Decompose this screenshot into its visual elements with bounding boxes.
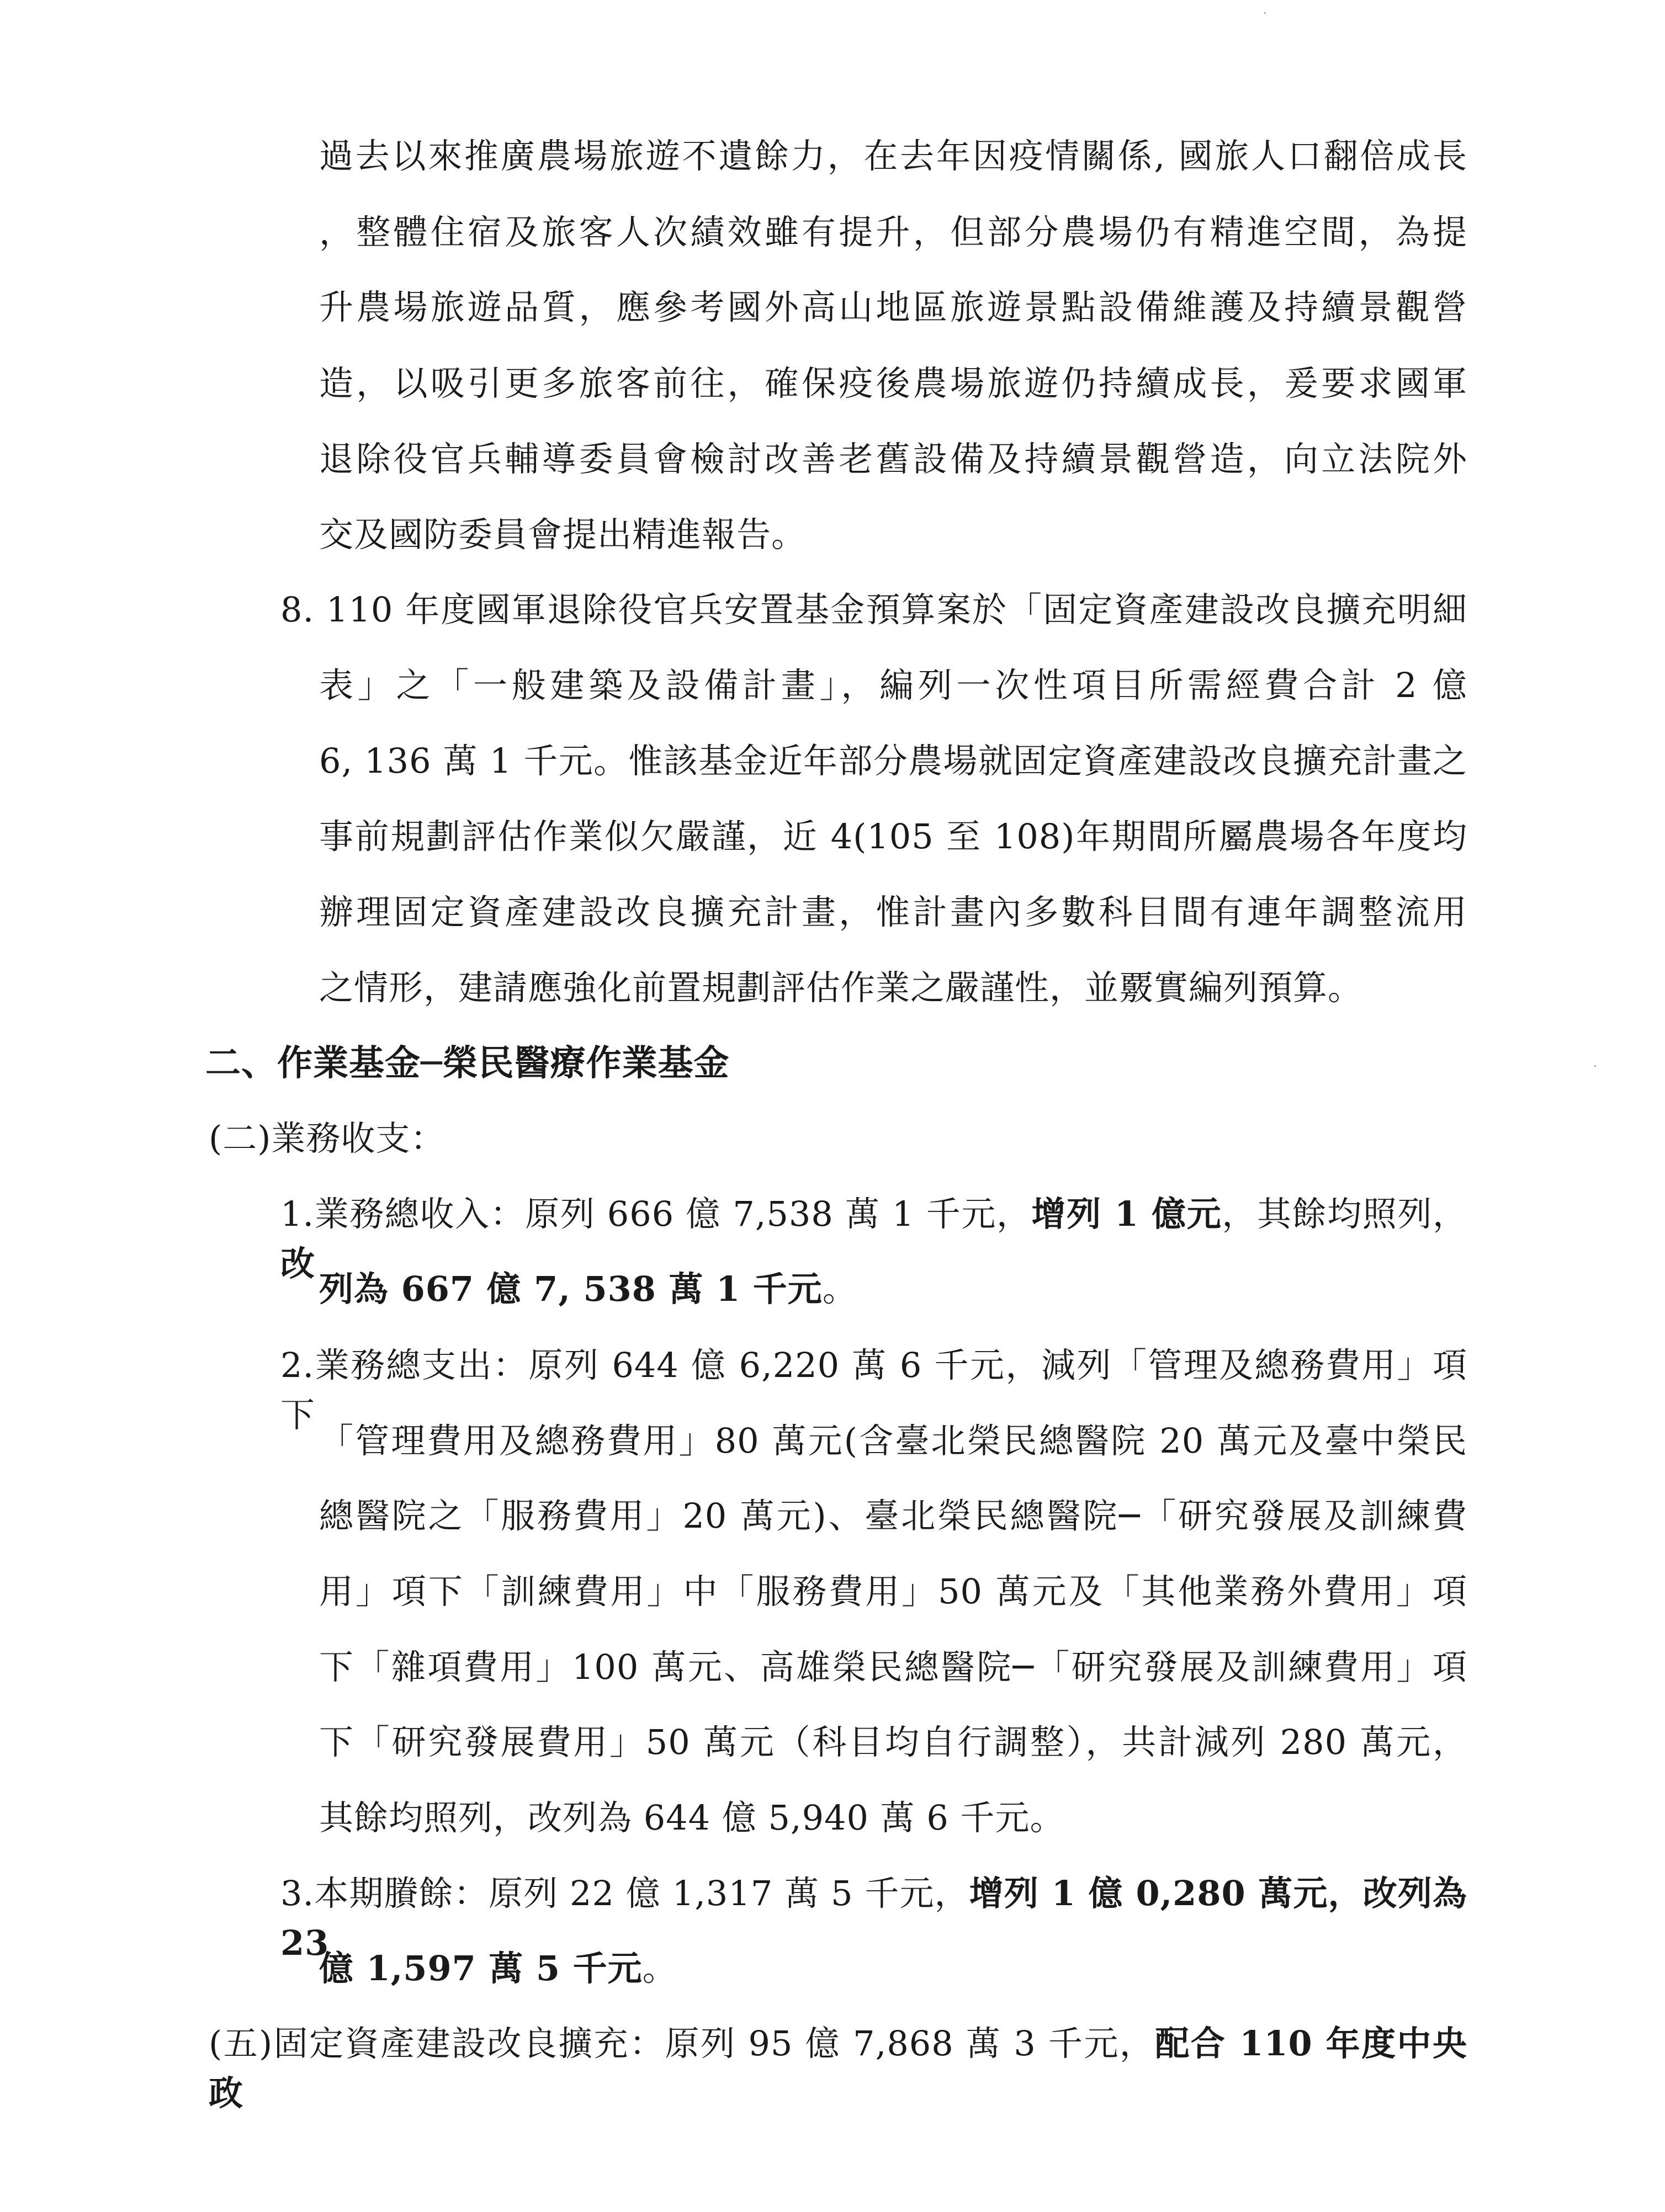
item1-text-1: 1.業務總收入：原列 666 億 7,538 萬 1 千元， [280, 1194, 1032, 1234]
item3-revised-amount: 億 1,597 萬 5 千元 [319, 1948, 643, 1988]
item1-end: 。 [822, 1269, 857, 1309]
item1-increase: 增列 1 億元 [1031, 1194, 1222, 1234]
item1-text-2: ，其餘均照列， [1222, 1194, 1467, 1234]
item2-line-7: 其餘均照列，改列為 644 億 5,940 萬 6 千元。 [319, 1798, 1065, 1838]
item1-line-2 [319, 1264, 857, 1314]
para7-line-1: 過去以來推廣農場旅遊不遺餘力，在去年因疫情關係, 國旅人口翻倍成長 [319, 136, 1467, 176]
para7-line-2: ，整體住宿及旅客人次績效雖有提升，但部分農場仍有精進空間，為提 [319, 212, 1467, 252]
item8-line-5: 辦理固定資產建設改良擴充計畫，惟計畫內多數科目間有連年調整流用 [319, 892, 1467, 932]
item3-end: 。 [642, 1948, 677, 1988]
item8-line-3: 6, 136 萬 1 千元。惟該基金近年部分農場就固定資產建設改良擴充計畫之 [319, 741, 1467, 781]
item3-line-2 [319, 1944, 677, 1993]
item2-line-6: 下「研究發展費用」50 萬元（科目均自行調整），共計減列 280 萬元， [319, 1722, 1467, 1762]
item2-line-3: 總醫院之「服務費用」20 萬元)、臺北榮民總醫院─「研究發展及訓練費 [319, 1496, 1467, 1536]
para7-line-3: 升農場旅遊品質，應參考國外高山地區旅遊景點設備維護及持續景觀營 [319, 287, 1467, 327]
item2-line-4: 用」項下「訓練費用」中「服務費用」50 萬元及「其他業務外費用」項 [319, 1571, 1467, 1612]
item5-line-1 [209, 2019, 1467, 2118]
para7-line-6: 交及國防委員會提出精進報告。 [319, 514, 807, 555]
section-heading: 二、作業基金─榮民醫療作業基金 [205, 1043, 730, 1084]
item8-line-1: 8. 110 年度國軍退除役官兵安置基金預算案於「固定資產建設改良擴充明細 [280, 589, 1467, 630]
item2-line-1: 2.業務總支出：原列 644 億 6,220 萬 6 千元，減列「管理及總務費用」項下 [280, 1345, 1467, 1435]
item2-line-5: 下「雜項費用」100 萬元、高雄榮民總醫院─「研究發展及訓練費用」項 [319, 1647, 1467, 1687]
scan-speck [1264, 12, 1266, 14]
para7-line-5: 退除役官兵輔導委員會檢討改善老舊設備及持續景觀營造，向立法院外 [319, 439, 1467, 479]
para7-line-4: 造，以吸引更多旅客前往，確保疫後農場旅遊仍持續成長，爰要求國軍 [319, 363, 1467, 403]
item8-line-4: 事前規劃評估作業似欠嚴謹，近 4(105 至 108)年期間所屬農場各年度均 [319, 816, 1467, 857]
item8-line-6: 之情形，建請應強化前置規劃評估作業之嚴謹性，並覈實編列預算。 [319, 967, 1363, 1008]
item1-revised-start: 改 [280, 1243, 316, 1284]
item5-bold: 配合 110 年度中央政 [209, 2023, 1467, 2113]
item3-increase: 增列 1 億 0,280 萬元，改列為 23 [280, 1873, 1467, 1963]
item3-text: 3.本期賸餘：原列 22 億 1,317 萬 5 千元， [280, 1873, 969, 1913]
item1-revised-amount: 列為 667 億 7, 538 萬 1 千元 [319, 1269, 823, 1309]
item5-text: (五)固定資產建設改良擴充：原列 95 億 7,868 萬 3 千元， [209, 2023, 1155, 2064]
item8-line-2: 表」之「一般建築及設備計畫」，編列一次性項目所需經費合計 2 億 [319, 665, 1467, 705]
item2-line-2: 「管理費用及總務費用」80 萬元(含臺北榮民總醫院 20 萬元及臺中榮民 [319, 1421, 1467, 1461]
subsection-heading: (二)業務收支： [209, 1118, 446, 1158]
scan-speck [1594, 1065, 1596, 1067]
